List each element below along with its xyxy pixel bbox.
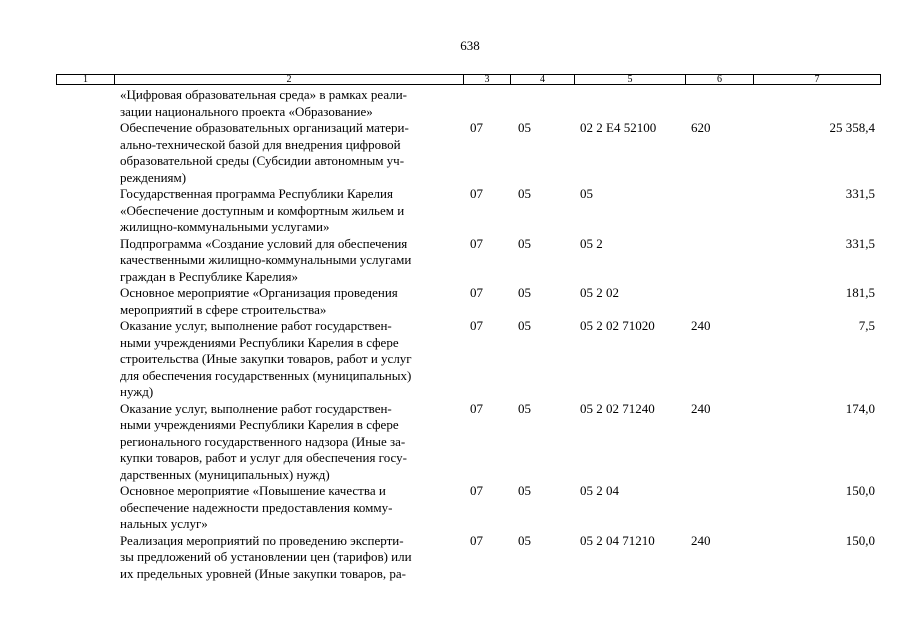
- subsection-code: 05: [518, 318, 531, 333]
- item-name: [120, 483, 462, 533]
- column-number: 7: [754, 75, 881, 85]
- item-name-line: Реализация мероприятий по проведению эксперти-: [120, 532, 404, 548]
- item-name: [120, 401, 462, 484]
- page-number: 638: [460, 38, 480, 53]
- column-number: 4: [511, 75, 575, 85]
- item-name: [120, 120, 462, 186]
- column-number: 3: [464, 75, 511, 85]
- target-article-code: 05 2 02 71240: [580, 400, 655, 416]
- item-name-line: мероприятий в сфере строительства»: [120, 301, 327, 317]
- section-code: 07: [470, 186, 483, 201]
- table-row: [0, 285, 905, 318]
- target-article-code: 05: [580, 186, 593, 201]
- expense-type-code: 620: [691, 120, 711, 135]
- item-name-line: Обеспечение образовательных организаций матери-: [120, 120, 409, 135]
- item-name-line: Основное мероприятие «Организация проведения: [120, 285, 398, 300]
- expense-type-code: 240: [691, 400, 711, 416]
- target-article-code: 05 2 04: [580, 483, 619, 498]
- item-name-line: их предельных уровней (Иные закупки товаров, ра-: [120, 565, 407, 581]
- subsection-code: 05: [518, 235, 531, 251]
- item-name-line: купки товаров, работ и услуг для обеспечения госу-: [120, 450, 407, 465]
- amount: 25 358,4: [829, 120, 875, 135]
- table-row: [0, 318, 905, 401]
- expense-type-code: 240: [691, 318, 711, 333]
- section-code: 07: [470, 235, 483, 251]
- budget-table-body: [0, 87, 905, 582]
- amount: 150,0: [845, 532, 875, 548]
- target-article-code: 05 2 04 71210: [580, 532, 655, 548]
- subsection-code: 05: [518, 120, 531, 135]
- item-name: [120, 533, 462, 583]
- subsection-code: 05: [518, 532, 531, 548]
- item-name-line: Государственная программа Республики Карелия: [120, 186, 393, 201]
- item-name-line: образовательной среды (Субсидии автономным уч-: [120, 153, 405, 168]
- subsection-code: 05: [518, 186, 531, 201]
- item-name-line: нужд): [120, 384, 154, 399]
- subsection-code: 05: [518, 400, 531, 416]
- table-row: [0, 533, 905, 583]
- item-name-line: «Обеспечение доступным и комфортным жильем и: [120, 202, 405, 218]
- item-name-line: Оказание услуг, выполнение работ государствен-: [120, 318, 392, 333]
- item-name: [120, 186, 462, 236]
- item-name: [120, 285, 462, 318]
- target-article-code: 05 2 02 71020: [580, 318, 655, 333]
- section-code: 07: [470, 483, 483, 498]
- section-code: 07: [470, 120, 483, 135]
- item-name-line: регионального государственного надзора (Иные за-: [120, 433, 406, 449]
- amount: 174,0: [845, 400, 875, 416]
- item-name-line: качественными жилищно-коммунальными услугами: [120, 252, 412, 267]
- column-number: 1: [57, 75, 115, 85]
- target-article-code: 05 2: [580, 235, 603, 251]
- item-name: [120, 236, 462, 286]
- table-row: [0, 186, 905, 236]
- column-number: 2: [115, 75, 464, 85]
- section-code: 07: [470, 318, 483, 333]
- column-number: 6: [686, 75, 754, 85]
- section-code: 07: [470, 532, 483, 548]
- table-row: [0, 120, 905, 186]
- item-name-line: жилищно-коммунальными услугами»: [120, 219, 330, 234]
- table-row: [0, 87, 905, 120]
- amount: 181,5: [845, 285, 875, 300]
- item-name-line: ально-технической базой для внедрения цифровой: [120, 136, 401, 152]
- amount: 150,0: [845, 483, 875, 498]
- item-name-line: обеспечение надежности предоставления комму-: [120, 499, 393, 515]
- target-article-code: 02 2 E4 52100: [580, 120, 657, 135]
- item-name-line: зации национального проекта «Образование»: [120, 103, 373, 119]
- table-row: [0, 236, 905, 286]
- item-name-line: строительства (Иные закупки товаров, работ и услуг: [120, 351, 412, 366]
- target-article-code: 05 2 02: [580, 285, 619, 300]
- item-name-line: Основное мероприятие «Повышение качества и: [120, 483, 386, 498]
- column-number: 5: [575, 75, 686, 85]
- item-name-line: дарственных (муниципальных) нужд): [120, 466, 330, 482]
- item-name-line: зы предложений об установлении цен (тарифов) или: [120, 549, 412, 564]
- item-name-line: нальных услуг»: [120, 516, 208, 531]
- table-row: [0, 483, 905, 533]
- amount: 331,5: [845, 186, 875, 201]
- subsection-code: 05: [518, 483, 531, 498]
- item-name: [120, 318, 462, 401]
- item-name-line: «Цифровая образовательная среда» в рамках реали-: [120, 87, 408, 102]
- section-code: 07: [470, 285, 483, 300]
- item-name-line: Подпрограмма «Создание условий для обеспечения: [120, 235, 408, 251]
- item-name-line: ными учреждениями Республики Карелия в сфере: [120, 334, 399, 350]
- item-name-line: ными учреждениями Республики Карелия в сфере: [120, 417, 399, 432]
- item-name-line: реждениям): [120, 169, 187, 185]
- expense-type-code: 240: [691, 532, 711, 548]
- item-name-line: Оказание услуг, выполнение работ государствен-: [120, 400, 392, 416]
- subsection-code: 05: [518, 285, 531, 300]
- amount: 7,5: [858, 318, 875, 333]
- section-code: 07: [470, 400, 483, 416]
- item-name: [120, 87, 462, 120]
- amount: 331,5: [845, 235, 875, 251]
- item-name-line: для обеспечения государственных (муниципальных): [120, 367, 412, 383]
- table-row: [0, 401, 905, 484]
- item-name-line: граждан в Республике Карелия»: [120, 268, 298, 284]
- column-number-header: [56, 74, 881, 85]
